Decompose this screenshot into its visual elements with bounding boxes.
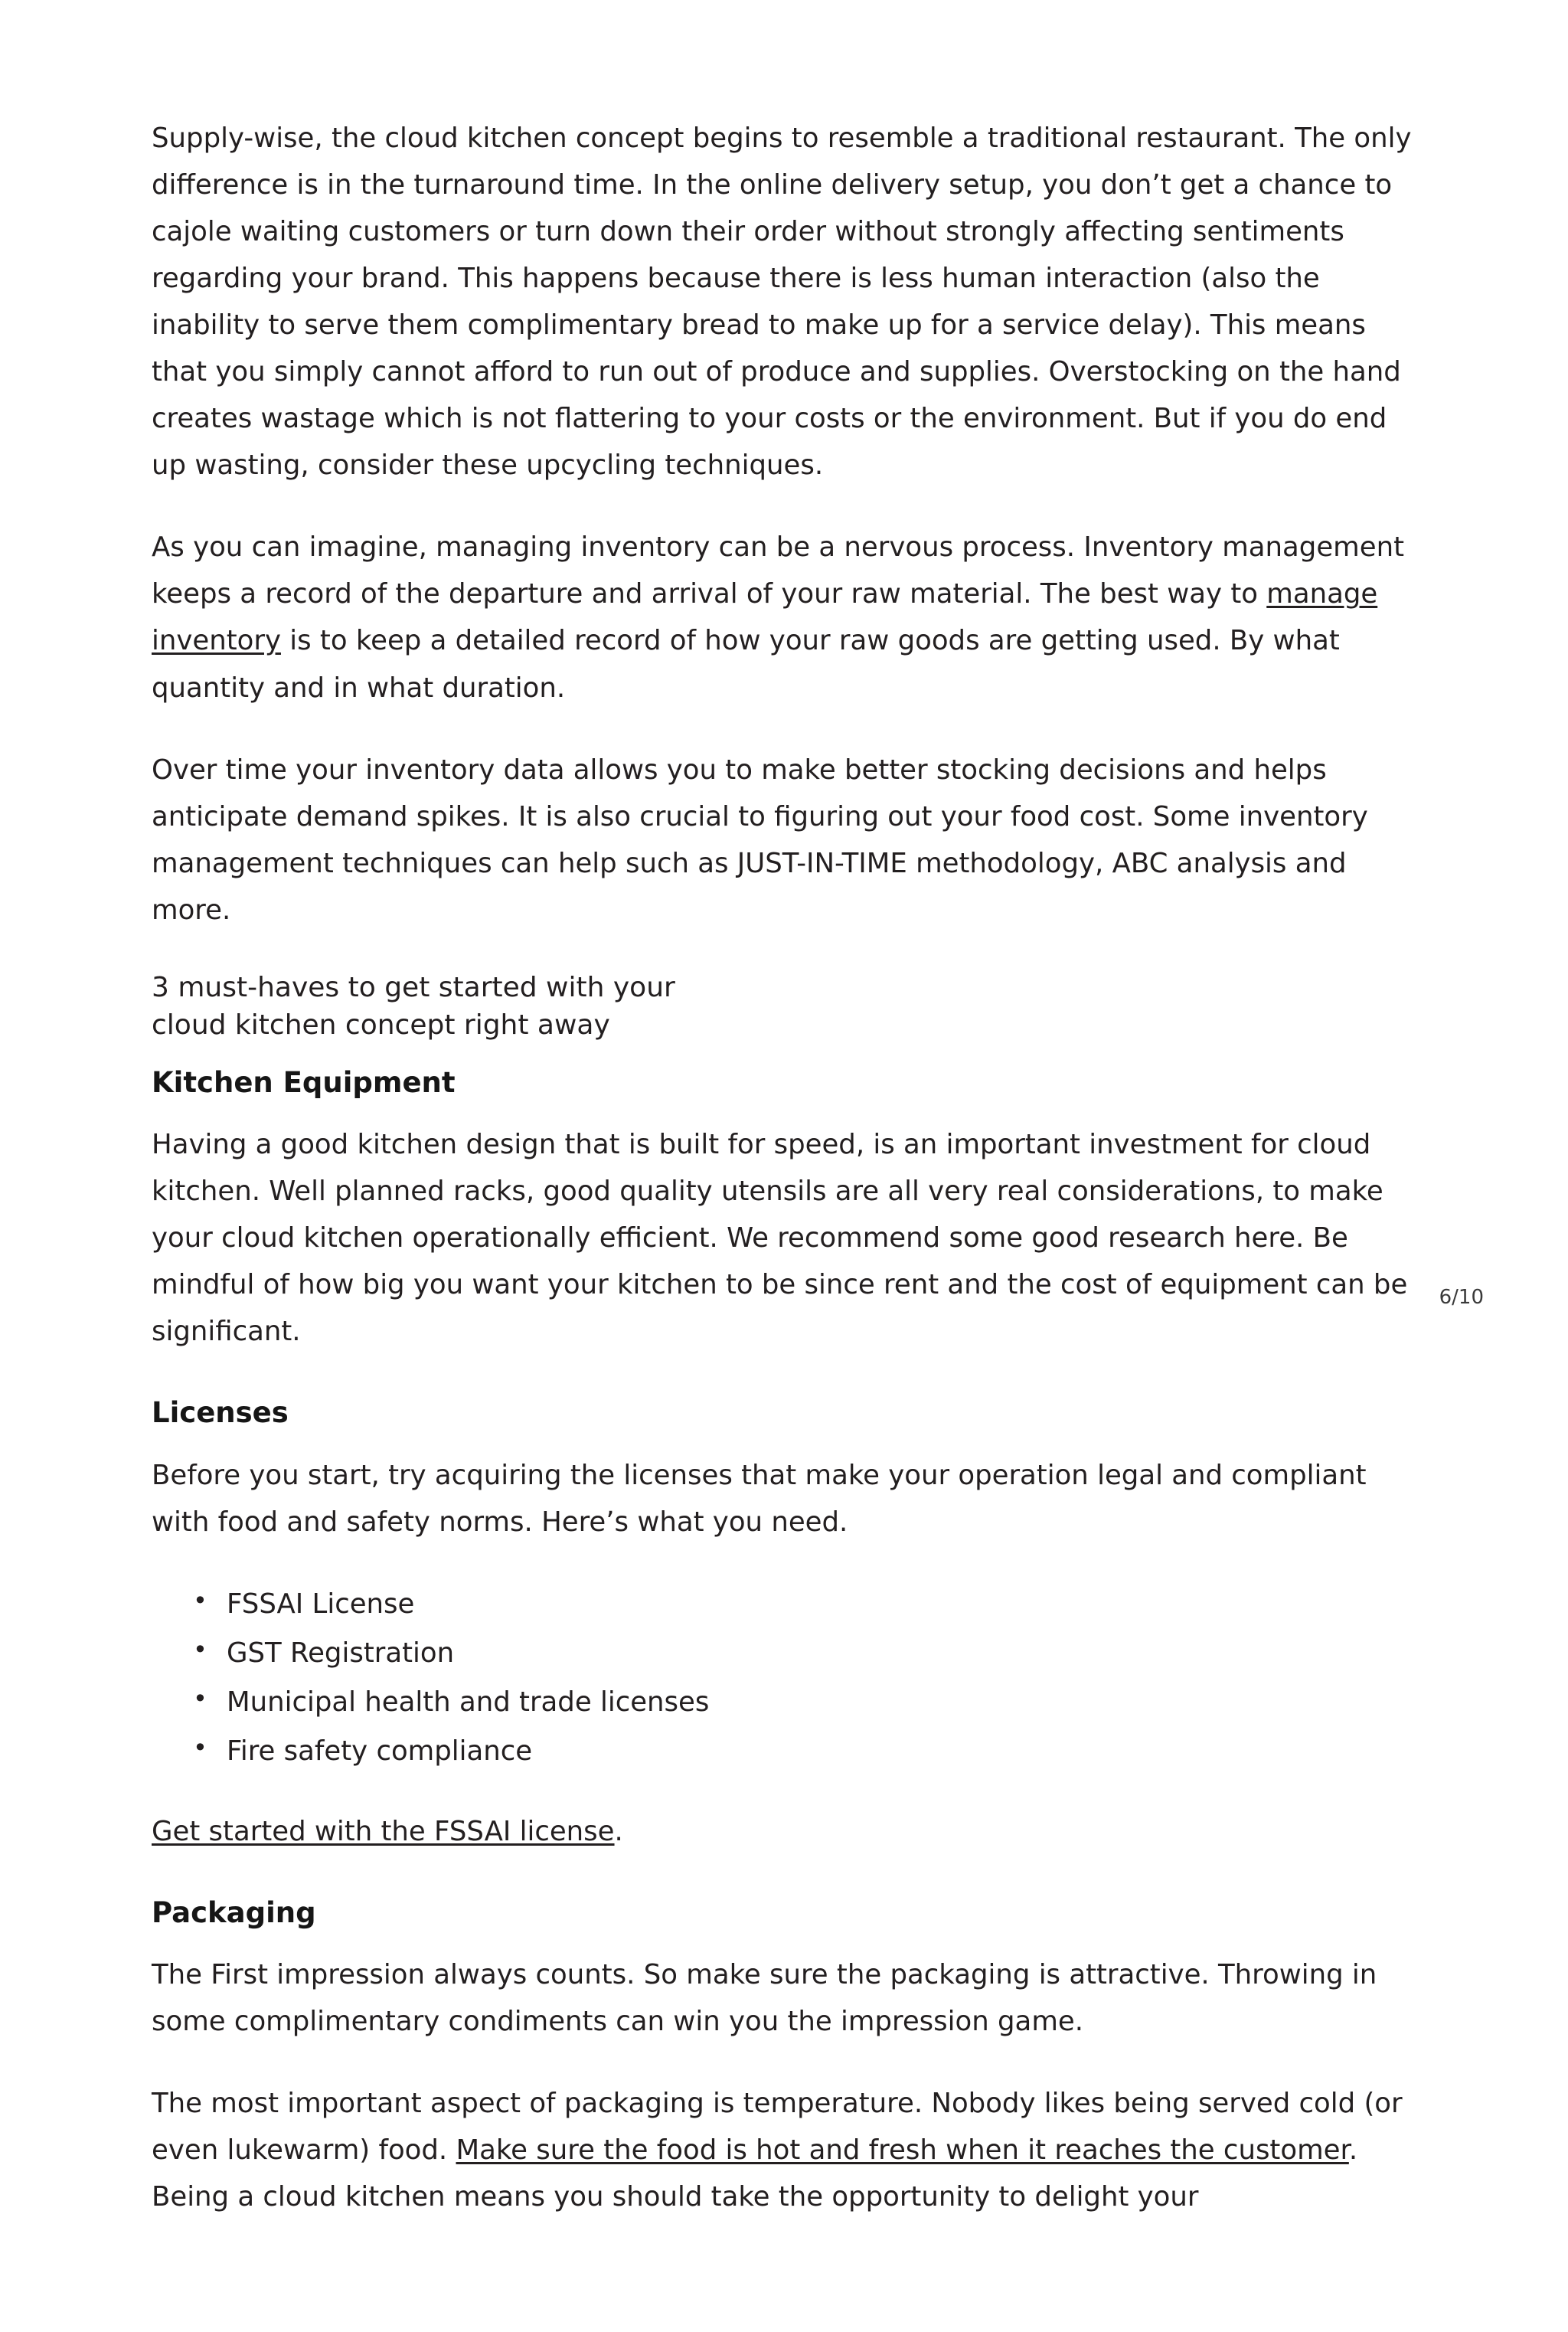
paragraph-licenses: Before you start, try acquiring the licenses that make your operation legal and compliant with food and safety norms. Here’s what you need. (152, 1459, 1367, 1538)
paragraph-supply-wise: Supply-wise, the cloud kitchen concept begins to resemble a traditional restaurant. The only difference is in the turnaround time. In the online delivery setup, you don’t get a chance to cajole waiting customers or turn down their order without strongly affecting sentiments regarding your brand. This happens because there is less human interaction (also the inability to serve them complimentary bread to make up for a service delay). This means that you simply cannot afford to run out of produce and supplies. Overstocking on the hand creates wastage which is not flattering to your costs or the environment. But if you do end up wasting, consider these upcycling techniques. (152, 123, 1412, 482)
heading-licenses: Licenses (152, 1396, 289, 1430)
list-item: • Fire safety compliance (227, 1728, 1423, 1774)
paragraph-temperature-text-before: The most important aspect of packaging is temperature. Nobody likes being served cold (or even lukewarm) food. (152, 2088, 1403, 2167)
paragraph-kitchen-equipment: Having a good kitchen design that is built for speed, is an important investment for cloud kitchen. Well planned racks, good quality utensils are all very real considerations, to make your cloud kitchen operationally efficient. We recommend some good research here. Be mindful of how big you want your kitchen to be since rent and the cost of equipment can be significant. (152, 1129, 1408, 1348)
section-lead-heading (152, 969, 1423, 1045)
paragraph-packaging-temperature (152, 2080, 1423, 2220)
section-lead-heading-line2: cloud kitchen concept right away (152, 1009, 610, 1042)
paragraph-temperature-text-after: . Being a cloud kitchen means you should take the opportunity to delight your (152, 2134, 1358, 2213)
paragraph-packaging: The First impression always counts. So make sure the packaging is attractive. Throwing in some complimentary condiments can win you the impression game. (152, 1958, 1377, 2037)
paragraph-inventory-data: Over time your inventory data allows you to make better stocking decisions and helps anticipate demand spikes. It is also crucial to figuring out your food cost. Some inventory management techniques can help such as JUST-IN-TIME methodology, ABC analysis and more. (152, 754, 1368, 926)
list-item: • FSSAI License (227, 1581, 1423, 1627)
list-item: • Municipal health and trade licenses (227, 1679, 1423, 1725)
paragraph-fssai-link (152, 1808, 1423, 1855)
fssai-license-link[interactable]: Get started with the FSSAI license (152, 1815, 615, 1847)
manage-inventory-link[interactable]: manage inventory (152, 578, 1378, 657)
document-content (152, 115, 1423, 2220)
paragraph-inventory-text-before: As you can imagine, managing inventory can be a nervous process. Inventory management keeps a record of the departure and arrival of your raw material. The best way to (152, 531, 1405, 610)
paragraph-inventory-management (152, 524, 1423, 711)
paragraph-inventory-text-after: is to keep a detailed record of how your raw goods are getting used. By what quantity and in what duration. (152, 625, 1340, 704)
heading-kitchen-equipment: Kitchen Equipment (152, 1066, 456, 1100)
page-number: 6/10 (1439, 1286, 1484, 1310)
fssai-link-tail: . (614, 1815, 623, 1847)
list-item: • GST Registration (227, 1630, 1423, 1676)
heading-packaging: Packaging (152, 1895, 316, 1929)
hot-fresh-food-link[interactable]: Make sure the food is hot and fresh when it reaches the customer (456, 2134, 1349, 2167)
section-lead-heading-line1: 3 must-haves to get started with your (152, 971, 675, 1003)
licenses-list (152, 1581, 1423, 1774)
